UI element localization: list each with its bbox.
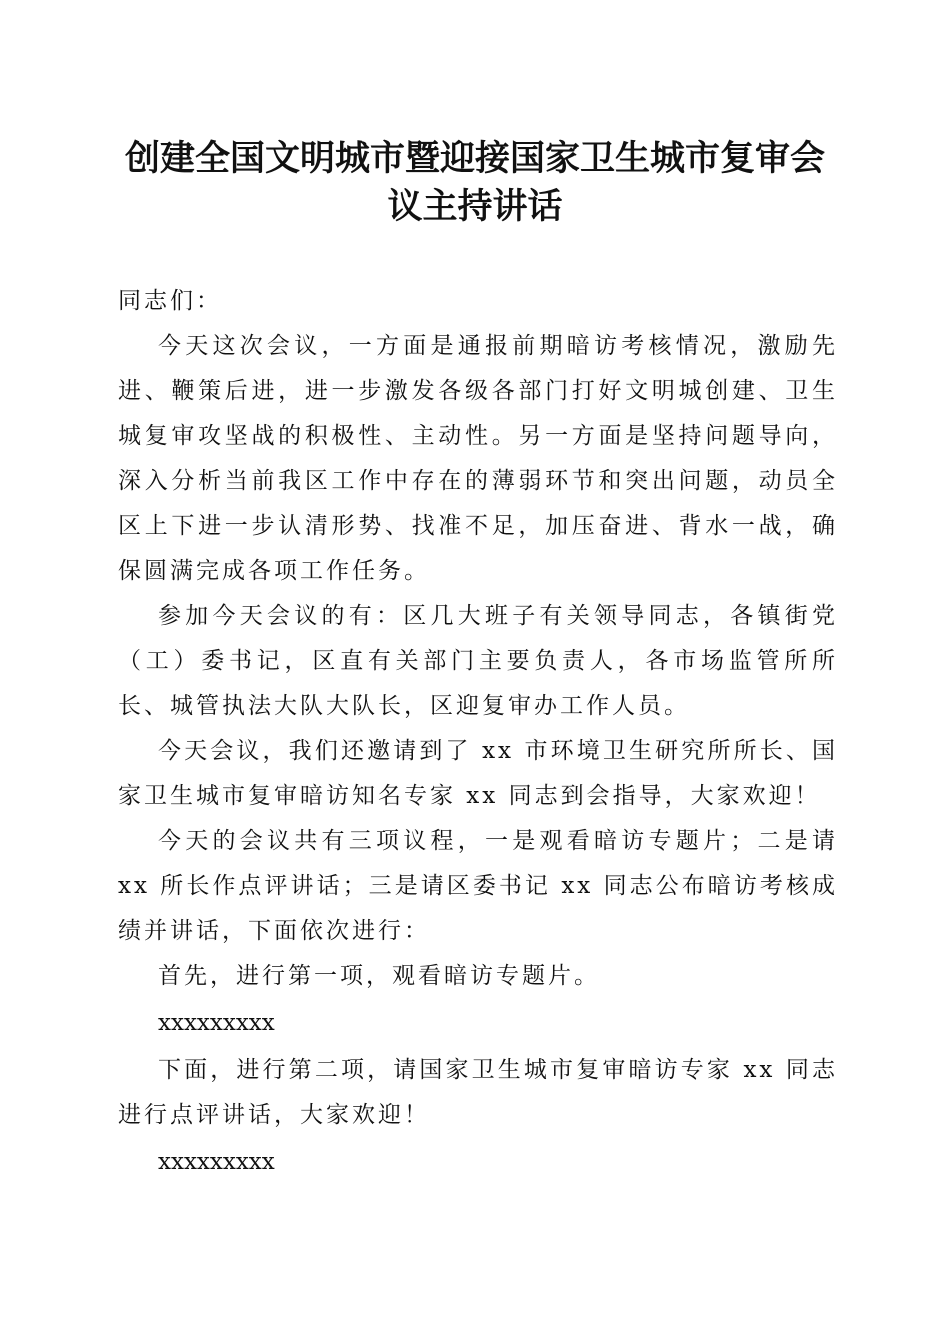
placeholder-text-1: xxxxxxxxx	[158, 1010, 275, 1036]
paragraph-agenda: 今天的会议共有三项议程，一是观看暗访专题片；二是请 xx 所长作点评讲话；三是请区委书记 xx 同志公布暗访考核成绩并讲话，下面依次进行：	[118, 828, 838, 944]
document-body	[118, 279, 838, 1187]
document-title-line-1: 创建全国文明城市暨迎接国家卫生城市复审会	[124, 139, 825, 179]
paragraph-first-item: 首先，进行第一项，观看暗访专题片。	[158, 963, 600, 989]
paragraph-meeting-purpose: 今天这次会议，一方面是通报前期暗访考核情况，激励先进、鞭策后进，进一步激发各级各部门打好文明城创建、卫生城复审攻坚战的积极性、主动性。另一方面是坚持问题导向，深入分析当前我区工作中存在的薄弱环节和突出问题，动员全区上下进一步认清形势、找准不足，加压奋进、背水一战，确保圆满完成各项工作任务。	[118, 333, 838, 584]
document-title-line-2: 议主持讲话	[387, 187, 563, 227]
placeholder-text-2: xxxxxxxxx	[158, 1149, 275, 1175]
paragraph-guest-expert: 今天会议，我们还邀请到了 xx 市环境卫生研究所所长、国家卫生城市复审暗访知名专家 xx 同志到会指导，大家欢迎！	[118, 738, 838, 809]
salutation: 同志们：	[118, 288, 222, 314]
paragraph-second-item: 下面，进行第二项，请国家卫生城市复审暗访专家 xx 同志进行点评讲话，大家欢迎！	[118, 1057, 838, 1128]
paragraph-attendees: 参加今天会议的有：区几大班子有关领导同志，各镇街党（工）委书记，区直有关部门主要负责人，各市场监管所所长、城管执法大队大队长，区迎复审办工作人员。	[118, 603, 838, 719]
